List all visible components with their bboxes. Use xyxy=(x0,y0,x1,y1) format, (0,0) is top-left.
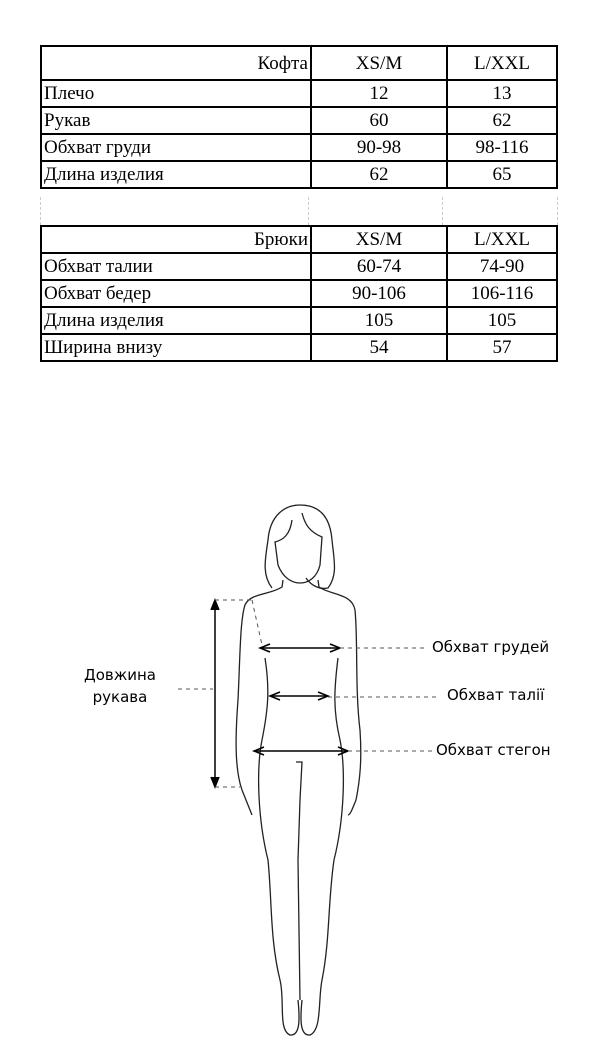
sleeve-length-label xyxy=(70,664,170,708)
cell: 90-106 xyxy=(311,280,447,307)
cell: 65 xyxy=(447,161,557,188)
size-header: L/XXL xyxy=(447,226,557,253)
cell: 54 xyxy=(311,334,447,361)
gridline xyxy=(308,197,309,225)
body-measurement-figure xyxy=(0,490,600,1061)
cell: 60-74 xyxy=(311,253,447,280)
cell: 57 xyxy=(447,334,557,361)
row-label: Обхват талии xyxy=(41,253,311,280)
row-label: Длина изделия xyxy=(41,307,311,334)
chest-label: Обхват грудей xyxy=(432,638,550,656)
row-label: Ширина внизу xyxy=(41,334,311,361)
woman-outline-icon xyxy=(236,505,361,1035)
cell: 90-98 xyxy=(311,134,447,161)
cell: 98-116 xyxy=(447,134,557,161)
row-label: Обхват бедер xyxy=(41,280,311,307)
table-row xyxy=(41,253,557,280)
table-row xyxy=(41,307,557,334)
bottom-size-table xyxy=(40,225,558,362)
sleeve-label-line1: Довжина xyxy=(84,666,156,684)
cell: 13 xyxy=(447,80,557,107)
top-size-table xyxy=(40,45,558,189)
cell: 74-90 xyxy=(447,253,557,280)
cell: 62 xyxy=(447,107,557,134)
cell: 105 xyxy=(447,307,557,334)
table-row xyxy=(41,134,557,161)
table-header-row xyxy=(41,226,557,253)
gridline xyxy=(557,197,558,225)
cell: 12 xyxy=(311,80,447,107)
row-label: Рукав xyxy=(41,107,311,134)
measurement-arrows-icon xyxy=(211,600,348,787)
table-row xyxy=(41,161,557,188)
sleeve-label-line2: рукава xyxy=(92,688,148,706)
gridline xyxy=(40,197,41,225)
cell: 106-116 xyxy=(447,280,557,307)
table-title: Брюки xyxy=(41,226,311,253)
size-header: L/XXL xyxy=(447,46,557,80)
row-label: Обхват груди xyxy=(41,134,311,161)
waist-label: Обхват талії xyxy=(447,686,545,704)
table-row xyxy=(41,334,557,361)
row-label: Плечо xyxy=(41,80,311,107)
dashed-leader-lines xyxy=(178,600,440,787)
size-header: XS/M xyxy=(311,226,447,253)
table-row xyxy=(41,107,557,134)
gridline xyxy=(442,197,443,225)
hips-label: Обхват стегон xyxy=(436,741,551,759)
cell: 60 xyxy=(311,107,447,134)
table-header-row xyxy=(41,46,557,80)
cell: 105 xyxy=(311,307,447,334)
table-row xyxy=(41,80,557,107)
cell: 62 xyxy=(311,161,447,188)
table-row xyxy=(41,280,557,307)
table-title: Кофта xyxy=(41,46,311,80)
row-label: Длина изделия xyxy=(41,161,311,188)
size-header: XS/M xyxy=(311,46,447,80)
